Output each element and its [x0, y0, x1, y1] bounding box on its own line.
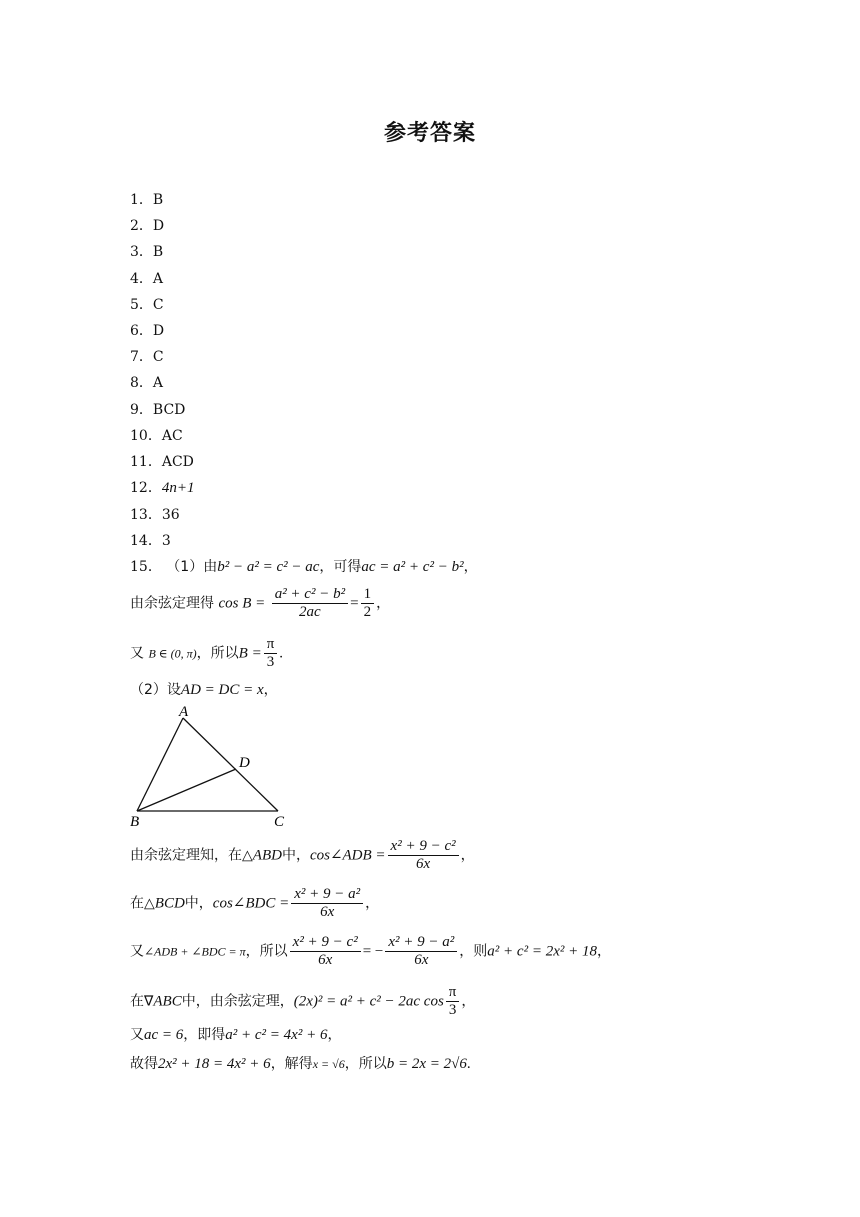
answer-value: D: [152, 218, 165, 234]
answer-item: 6．D: [130, 323, 165, 339]
fraction: $\frac{\text{x² + 9 − c²}}{6x}$: [290, 934, 361, 969]
fraction: $\frac{\pi}{3}$: [264, 636, 278, 671]
answer-value: 3: [161, 533, 171, 549]
answer-value: AC: [161, 428, 183, 444]
answer-value: A: [152, 375, 164, 391]
fraction: $\frac{\text{a² + c² − b²}}{2ac}$: [272, 586, 348, 621]
answer-item: 7．C: [130, 349, 164, 365]
answer-value: BCD: [152, 402, 186, 418]
vertex-label-b: B: [130, 814, 140, 830]
q15-line-10: 故得2x² + 18 = 4x² + 6，解得x = √6，所以b = 2x = 2√6.: [130, 1056, 471, 1072]
equation: b = 2x = 2√6: [386, 1056, 467, 1072]
q15-line-4: （2）设AD = DC = x，: [130, 682, 278, 698]
q15-line-5: 由余弦定理知，在△ABD中，cos∠ADB = $\frac{\text{x² + 9 − c²}}{6x}$ ，: [130, 838, 475, 872]
equation: AD = DC = x: [180, 682, 264, 698]
answer-item: 13．36: [130, 507, 180, 523]
answer-value: A: [152, 271, 164, 287]
answer-item: 2．D: [130, 218, 165, 234]
answer-item: 10．AC: [130, 428, 183, 444]
q15-line-2: 由余弦定理得 cos B = $\frac{\text{a² + c² − b²}}{2ac}$ = $\frac{1}{2}$ ，: [130, 586, 391, 620]
answer-item: 1．B: [130, 192, 164, 208]
equation: ac = a² + c² − b²: [361, 559, 464, 575]
answer-value: 4n+1: [161, 480, 195, 496]
segment-bd: [137, 769, 236, 811]
triangle-figure: [125, 700, 295, 830]
page-title: 参考答案: [383, 121, 476, 146]
answer-item: 4．A: [130, 271, 164, 287]
fraction: $\frac{\pi}{3}$: [446, 984, 460, 1019]
answer-value: 36: [161, 507, 180, 523]
answer-item: 12．4n+1: [130, 480, 195, 496]
side-ab: [137, 718, 183, 811]
fraction: $\frac{\text{x² + 9 − c²}}{6x}$: [388, 838, 459, 873]
q15-line-1: 15． （1）由b² − a² = c² − ac，可得ac = a² + c² − b²，: [130, 559, 478, 575]
equation: 2x² + 18 = 4x² + 6: [158, 1056, 271, 1072]
equation: (2x)² = a² + c² − 2ac cos: [293, 993, 444, 1010]
answer-value: C: [152, 297, 164, 313]
fraction: $\frac{\text{x² + 9 − a²}}{6x}$: [291, 886, 363, 921]
answer-item: 8．A: [130, 375, 164, 391]
equation: a² + c² = 4x² + 6: [225, 1027, 328, 1043]
fraction: $\frac{1}{2}$: [361, 586, 375, 621]
answer-value: C: [152, 349, 164, 365]
fraction: $\frac{\text{x² + 9 − a²}}{6x}$: [385, 934, 457, 969]
answer-item: 5．C: [130, 297, 164, 313]
equation: b² − a² = c² − ac: [217, 559, 320, 575]
q15-line-8: 在∇ABC中，由余弦定理，(2x)² = a² + c² − 2ac cos $\frac{\pi}{3}$ ，: [130, 984, 476, 1018]
answer-value: ACD: [161, 454, 194, 470]
q15-line-6: 在△BCD中，cos∠BDC = $\frac{\text{x² + 9 − a²}}{6x}$ ，: [130, 886, 380, 920]
answer-item: 11．ACD: [130, 454, 194, 470]
q15-line-3: 又 B ∈ (0, π)，所以B = $\frac{\pi}{3}$ .: [130, 636, 284, 670]
answer-value: D: [152, 323, 165, 339]
answer-value: B: [152, 244, 164, 260]
answer-item: 14．3: [130, 533, 171, 549]
vertex-label-c: C: [274, 814, 285, 830]
vertex-label-a: A: [179, 704, 189, 720]
q15-line-7: 又∠ADB + ∠BDC = π，所以 $\frac{\text{x² + 9 − c²}}{6x}$ = − $\frac{\text{x² + 9 − a²}}{6x}$ ，则a² + c² = 2x² + 18，: [130, 934, 611, 968]
q15-line-9: 又ac = 6，即得a² + c² = 4x² + 6，: [130, 1027, 342, 1043]
answer-item: 9．BCD: [130, 402, 186, 418]
answer-value: B: [152, 192, 164, 208]
equation: a² + c² = 2x² + 18: [487, 943, 597, 960]
answer-item: 3．B: [130, 244, 164, 260]
vertex-label-d: D: [239, 755, 250, 771]
side-ac: [183, 718, 278, 811]
